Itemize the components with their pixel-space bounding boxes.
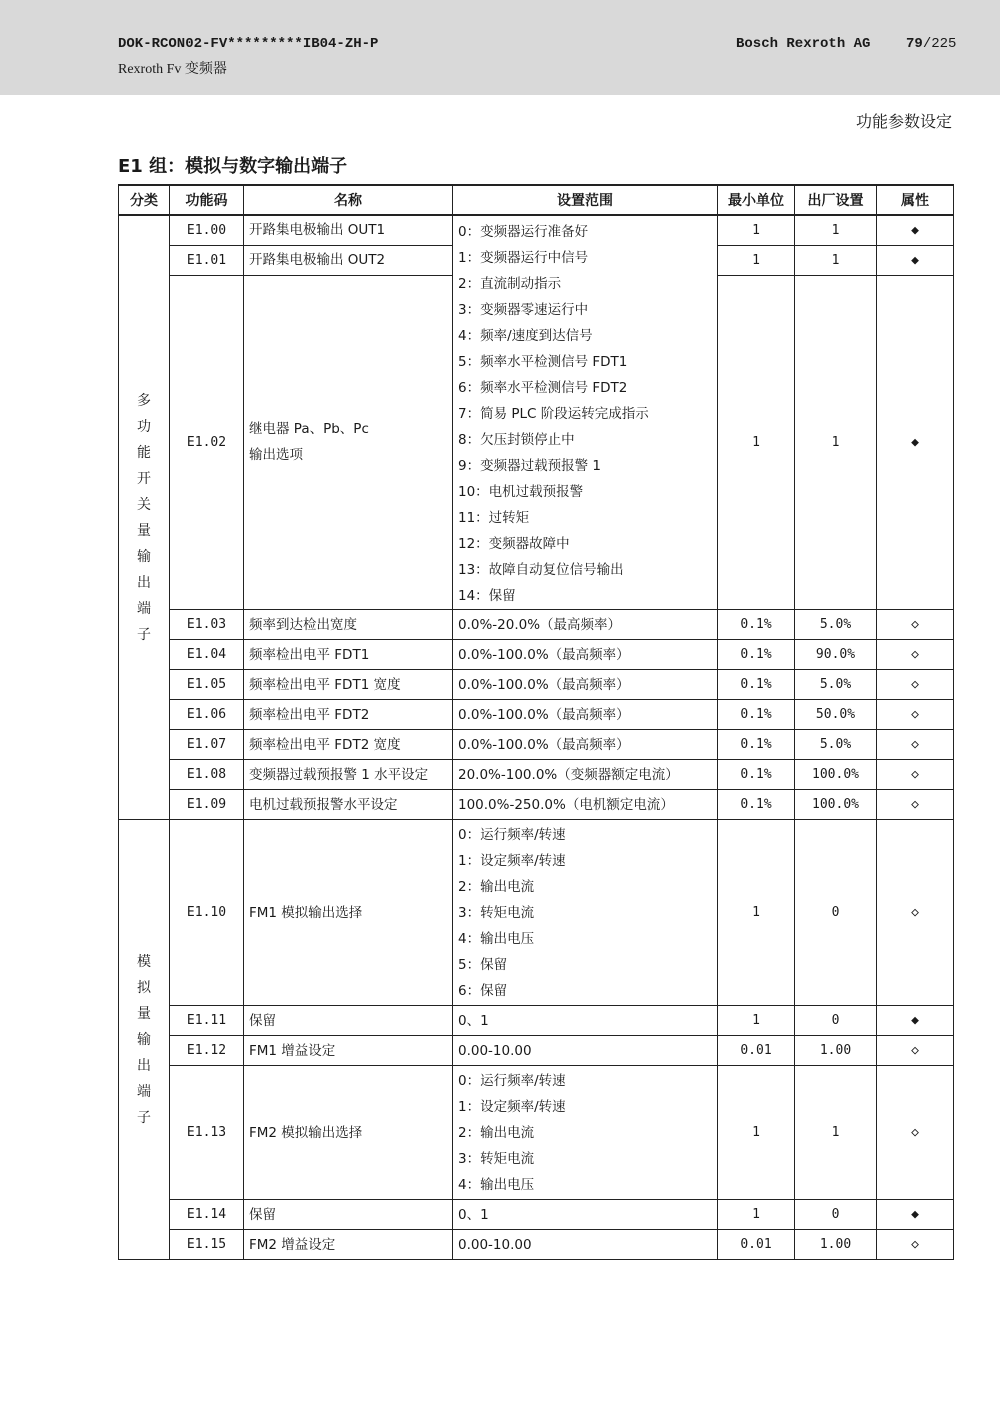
function-code: E1.02 bbox=[170, 275, 244, 609]
text-line: 2：输出电流 bbox=[458, 1124, 535, 1141]
text-line: 4：输出电压 bbox=[458, 930, 535, 947]
text-line: 0：变频器运行准备好 bbox=[458, 224, 589, 240]
factory-setting: 1 bbox=[795, 1066, 877, 1200]
min-unit: 1 bbox=[718, 245, 795, 275]
text-line: FM1 增益设定 bbox=[249, 1042, 336, 1059]
page-header bbox=[0, 0, 1000, 95]
setting-range bbox=[453, 1200, 718, 1230]
parameter-name bbox=[244, 670, 453, 700]
factory-setting: 50.0% bbox=[795, 700, 877, 730]
min-unit: 0.1% bbox=[718, 670, 795, 700]
parameter-name bbox=[244, 640, 453, 670]
text-line: 12：变频器故障中 bbox=[458, 536, 570, 552]
hollow-diamond-icon: ◇ bbox=[911, 647, 919, 662]
min-unit: 1 bbox=[718, 1006, 795, 1036]
filled-diamond-icon: ◆ bbox=[911, 252, 919, 268]
attribute-cell bbox=[877, 610, 954, 640]
text-line: FM2 模拟输出选择 bbox=[249, 1124, 363, 1141]
attribute-cell bbox=[877, 730, 954, 760]
text-line: 6：保留 bbox=[458, 982, 508, 999]
company-name: Bosch Rexroth AG bbox=[736, 36, 871, 52]
function-code: E1.03 bbox=[170, 610, 244, 640]
hollow-diamond-icon: ◇ bbox=[911, 1237, 919, 1252]
text-line: 频率到达检出宽度 bbox=[249, 616, 357, 633]
text-line: 5：频率水平检测信号 FDT1 bbox=[458, 354, 628, 370]
table-row bbox=[119, 640, 954, 670]
factory-setting: 1.00 bbox=[795, 1230, 877, 1260]
attribute-cell bbox=[877, 1006, 954, 1036]
setting-range bbox=[453, 760, 718, 790]
table-row bbox=[119, 1230, 954, 1260]
factory-setting: 0 bbox=[795, 1006, 877, 1036]
text-line: 11：过转矩 bbox=[458, 510, 530, 526]
factory-setting: 1.00 bbox=[795, 1036, 877, 1066]
setting-range bbox=[453, 1036, 718, 1066]
setting-range bbox=[453, 700, 718, 730]
attribute-cell bbox=[877, 1066, 954, 1200]
text-line: 5：保留 bbox=[458, 956, 508, 973]
min-unit: 0.1% bbox=[718, 700, 795, 730]
column-header: 出厂设置 bbox=[795, 185, 877, 215]
function-code: E1.10 bbox=[170, 820, 244, 1006]
min-unit: 0.1% bbox=[718, 640, 795, 670]
hollow-diamond-icon: ◇ bbox=[911, 677, 919, 692]
table-row bbox=[119, 1036, 954, 1066]
min-unit: 1 bbox=[718, 1200, 795, 1230]
text-line: 0.0%-100.0%（最高频率） bbox=[458, 646, 630, 663]
function-code: E1.00 bbox=[170, 215, 244, 245]
text-line: 电机过载预报警水平设定 bbox=[249, 796, 398, 813]
setting-range bbox=[453, 640, 718, 670]
document-id: DOK-RCON02-FV*********IB04-ZH-P bbox=[118, 36, 379, 52]
hollow-diamond-icon: ◇ bbox=[911, 1125, 919, 1140]
text-line: 100.0%-250.0%（电机额定电流） bbox=[458, 796, 674, 813]
filled-diamond-icon: ◆ bbox=[911, 434, 919, 450]
min-unit: 0.1% bbox=[718, 730, 795, 760]
hollow-diamond-icon: ◇ bbox=[911, 707, 919, 722]
text-line: 0.0%-100.0%（最高频率） bbox=[458, 736, 630, 753]
function-code: E1.15 bbox=[170, 1230, 244, 1260]
text-line: 开路集电极输出 OUT2 bbox=[249, 252, 386, 269]
section-label: 功能参数设定 bbox=[855, 112, 952, 131]
table-row bbox=[119, 730, 954, 760]
text-line: 保留 bbox=[249, 1206, 276, 1223]
filled-diamond-icon: ◆ bbox=[911, 222, 919, 238]
parameter-name bbox=[244, 275, 453, 609]
text-line: 频率检出电平 FDT2 bbox=[249, 706, 370, 723]
product-name: Rexroth Fv 变频器 bbox=[118, 62, 227, 77]
table-row bbox=[119, 215, 954, 245]
table-row bbox=[119, 670, 954, 700]
text-line: 0.00-10.00 bbox=[458, 1236, 532, 1253]
setting-range bbox=[453, 1006, 718, 1036]
text-line: 13：故障自动复位信号输出 bbox=[458, 562, 624, 578]
table-header-row bbox=[119, 185, 954, 215]
filled-diamond-icon: ◆ bbox=[911, 1013, 919, 1028]
page-total: /225 bbox=[922, 36, 957, 52]
attribute-cell bbox=[877, 215, 954, 245]
factory-setting: 90.0% bbox=[795, 640, 877, 670]
text-line: 频率检出电平 FDT1 宽度 bbox=[249, 676, 401, 693]
text-line: 4：输出电压 bbox=[458, 1176, 535, 1193]
text-line: 1：设定频率/转速 bbox=[458, 1098, 566, 1115]
text-line: 2：输出电流 bbox=[458, 878, 535, 895]
parameter-name bbox=[244, 1036, 453, 1066]
text-line: 输出选项 bbox=[249, 447, 303, 464]
page-current: 79 bbox=[906, 36, 923, 52]
text-line: 0.0%-100.0%（最高频率） bbox=[458, 676, 630, 693]
text-line: 0.0%-20.0%（最高频率） bbox=[458, 616, 622, 633]
text-line: 6：频率水平检测信号 FDT2 bbox=[458, 380, 628, 396]
factory-setting: 5.0% bbox=[795, 730, 877, 760]
parameter-name bbox=[244, 700, 453, 730]
setting-range bbox=[453, 790, 718, 820]
attribute-cell bbox=[877, 670, 954, 700]
text-line: 变频器过载预报警 1 水平设定 bbox=[249, 766, 429, 783]
function-code: E1.04 bbox=[170, 640, 244, 670]
hollow-diamond-icon: ◇ bbox=[911, 1043, 919, 1058]
text-line: 4：频率/速度到达信号 bbox=[458, 328, 593, 344]
attribute-cell bbox=[877, 1230, 954, 1260]
text-line: 7：简易 PLC 阶段运转完成指示 bbox=[458, 406, 649, 422]
column-header: 功能码 bbox=[170, 185, 244, 215]
attribute-cell bbox=[877, 1200, 954, 1230]
parameter-table bbox=[118, 184, 954, 1260]
setting-range bbox=[453, 730, 718, 760]
text-line: 0.0%-100.0%（最高频率） bbox=[458, 706, 630, 723]
text-line: 3：变频器零速运行中 bbox=[458, 302, 589, 318]
function-code: E1.07 bbox=[170, 730, 244, 760]
hollow-diamond-icon: ◇ bbox=[911, 905, 919, 920]
table-row bbox=[119, 760, 954, 790]
factory-setting: 1 bbox=[795, 275, 877, 609]
setting-range bbox=[453, 1066, 718, 1200]
attribute-cell bbox=[877, 760, 954, 790]
parameter-name bbox=[244, 790, 453, 820]
function-code: E1.13 bbox=[170, 1066, 244, 1200]
table-row bbox=[119, 1200, 954, 1230]
text-line: 8：欠压封锁停止中 bbox=[458, 432, 575, 448]
parameter-name bbox=[244, 215, 453, 245]
setting-range bbox=[453, 215, 718, 610]
category-label: 多功能开关量输出端子 bbox=[137, 392, 151, 643]
parameter-name bbox=[244, 1066, 453, 1200]
category-label: 模拟量输出端子 bbox=[137, 953, 151, 1126]
text-line: 2：直流制动指示 bbox=[458, 276, 562, 292]
parameter-name bbox=[244, 610, 453, 640]
filled-diamond-icon: ◆ bbox=[911, 1207, 919, 1222]
factory-setting: 0 bbox=[795, 1200, 877, 1230]
parameter-name bbox=[244, 245, 453, 275]
factory-setting: 1 bbox=[795, 215, 877, 245]
text-line: FM2 增益设定 bbox=[249, 1236, 336, 1253]
function-code: E1.01 bbox=[170, 245, 244, 275]
hollow-diamond-icon: ◇ bbox=[911, 767, 919, 782]
attribute-cell bbox=[877, 245, 954, 275]
min-unit: 1 bbox=[718, 1066, 795, 1200]
min-unit: 1 bbox=[718, 275, 795, 609]
attribute-cell bbox=[877, 640, 954, 670]
min-unit: 1 bbox=[718, 215, 795, 245]
column-header: 设置范围 bbox=[453, 185, 718, 215]
min-unit: 1 bbox=[718, 820, 795, 1006]
text-line: 20.0%-100.0%（变频器额定电流） bbox=[458, 766, 679, 783]
text-line: 1：设定频率/转速 bbox=[458, 852, 566, 869]
text-line: FM1 模拟输出选择 bbox=[249, 904, 363, 921]
parameter-name bbox=[244, 820, 453, 1006]
text-line: 14：保留 bbox=[458, 588, 516, 604]
factory-setting: 100.0% bbox=[795, 760, 877, 790]
text-line: 开路集电极输出 OUT1 bbox=[249, 222, 386, 239]
function-code: E1.06 bbox=[170, 700, 244, 730]
table-row bbox=[119, 610, 954, 640]
parameter-name bbox=[244, 760, 453, 790]
table-row bbox=[119, 790, 954, 820]
column-header: 分类 bbox=[119, 185, 170, 215]
setting-range bbox=[453, 820, 718, 1006]
factory-setting: 5.0% bbox=[795, 670, 877, 700]
column-header: 属性 bbox=[877, 185, 954, 215]
function-code: E1.14 bbox=[170, 1200, 244, 1230]
attribute-cell bbox=[877, 820, 954, 1006]
text-line: 9：变频器过载预报警 1 bbox=[458, 458, 601, 474]
function-code: E1.12 bbox=[170, 1036, 244, 1066]
factory-setting: 5.0% bbox=[795, 610, 877, 640]
category-cell bbox=[119, 215, 170, 820]
factory-setting: 0 bbox=[795, 820, 877, 1006]
factory-setting: 100.0% bbox=[795, 790, 877, 820]
text-line: 继电器 Pa、Pb、Pc bbox=[249, 421, 369, 438]
text-line: 0：运行频率/转速 bbox=[458, 1072, 566, 1089]
text-line: 0、1 bbox=[458, 1206, 489, 1223]
parameter-name bbox=[244, 1230, 453, 1260]
table-row bbox=[119, 1006, 954, 1036]
text-line: 0.00-10.00 bbox=[458, 1042, 532, 1059]
factory-setting: 1 bbox=[795, 245, 877, 275]
min-unit: 0.1% bbox=[718, 610, 795, 640]
text-line: 3：转矩电流 bbox=[458, 1150, 535, 1167]
text-line: 频率检出电平 FDT1 bbox=[249, 646, 370, 663]
parameter-name bbox=[244, 1006, 453, 1036]
function-code: E1.08 bbox=[170, 760, 244, 790]
parameter-name bbox=[244, 730, 453, 760]
min-unit: 0.1% bbox=[718, 790, 795, 820]
attribute-cell bbox=[877, 275, 954, 609]
setting-range bbox=[453, 670, 718, 700]
function-code: E1.11 bbox=[170, 1006, 244, 1036]
category-cell bbox=[119, 820, 170, 1260]
text-line: 10：电机过载预报警 bbox=[458, 484, 584, 500]
min-unit: 0.1% bbox=[718, 760, 795, 790]
table-row bbox=[119, 700, 954, 730]
setting-range bbox=[453, 1230, 718, 1260]
function-code: E1.09 bbox=[170, 790, 244, 820]
column-header: 最小单位 bbox=[718, 185, 795, 215]
text-line: 0、1 bbox=[458, 1012, 489, 1029]
hollow-diamond-icon: ◇ bbox=[911, 617, 919, 632]
hollow-diamond-icon: ◇ bbox=[911, 797, 919, 812]
attribute-cell bbox=[877, 1036, 954, 1066]
text-line: 3：转矩电流 bbox=[458, 904, 535, 921]
setting-range bbox=[453, 610, 718, 640]
min-unit: 0.01 bbox=[718, 1036, 795, 1066]
table-row bbox=[119, 1066, 954, 1200]
function-code: E1.05 bbox=[170, 670, 244, 700]
column-header: 名称 bbox=[244, 185, 453, 215]
attribute-cell bbox=[877, 700, 954, 730]
page-title: E1 组：模拟与数字输出端子 bbox=[118, 156, 348, 177]
attribute-cell bbox=[877, 790, 954, 820]
text-line: 0：运行频率/转速 bbox=[458, 826, 566, 843]
text-line: 保留 bbox=[249, 1012, 276, 1029]
page-number bbox=[906, 36, 956, 52]
text-line: 1：变频器运行中信号 bbox=[458, 250, 589, 266]
text-line: 频率检出电平 FDT2 宽度 bbox=[249, 736, 401, 753]
parameter-name bbox=[244, 1200, 453, 1230]
table-row bbox=[119, 820, 954, 1006]
min-unit: 0.01 bbox=[718, 1230, 795, 1260]
hollow-diamond-icon: ◇ bbox=[911, 737, 919, 752]
